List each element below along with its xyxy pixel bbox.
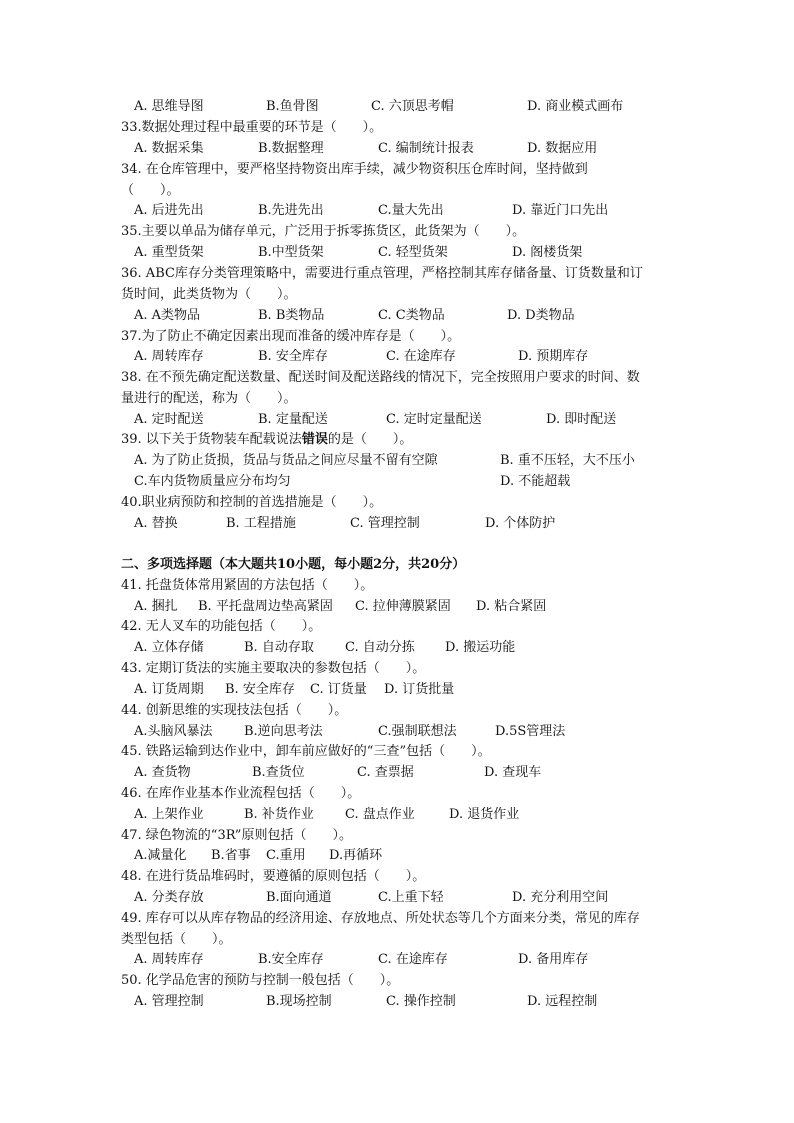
option-d: D. 不能超载 <box>500 474 571 489</box>
option-c: C. 管理控制 <box>350 516 420 531</box>
option-c: C. 六顶思考帽 <box>371 99 454 114</box>
option-a: A. 数据采集 <box>134 141 204 156</box>
option-b: B. 重不压轻，大不压小 <box>500 453 635 468</box>
option-c: C.车内货物质量应分布均匀 <box>134 474 291 489</box>
option-b: B.面向通道 <box>266 890 332 905</box>
question-40: 40.职业病预防和控制的首选措施是（ ）。 <box>121 495 383 510</box>
option-b: B. 安全库存 <box>225 682 295 697</box>
option-d: D. 退货作业 <box>449 807 520 822</box>
option-b: B.现场控制 <box>266 994 332 1009</box>
option-d: D. 个体防护 <box>485 516 556 531</box>
option-a: A. 查货物 <box>134 765 191 780</box>
section-heading: 二、多项选择题（本大题共10小题，每小题2分，共20分） <box>121 557 466 572</box>
option-d: D. 预期库存 <box>518 349 589 364</box>
question-45: 45. 铁路运输到达作业中，卸车前应做好的“三查”包括（ ）。 <box>121 744 491 759</box>
option-d: D. 粘合紧固 <box>476 599 547 614</box>
option-c: C. 订货量 <box>310 682 367 697</box>
question-44: 44. 创新思维的实现技法包括（ ）。 <box>121 703 348 718</box>
option-d: D.5S管理法 <box>495 724 566 739</box>
option-a: A. 为了防止货损，货品与货品之间应尽量不留有空隙 <box>134 453 438 468</box>
question-38: 38. 在不预先确定配送数量、配送时间及配送路线的情况下，完全按照用户要求的时间、数 <box>121 370 640 385</box>
option-b: B. 平托盘周边垫高紧固 <box>198 599 333 614</box>
option-d: D. 阁楼货架 <box>512 245 583 260</box>
option-a: A. 捆扎 <box>134 599 178 614</box>
option-c: C. 轻型货架 <box>378 245 448 260</box>
question-43: 43. 定期订货法的实施主要取决的参数包括（ ）。 <box>121 661 426 676</box>
option-a: A.头脑风暴法 <box>134 724 213 739</box>
question-39-pre: 39. 以下关于货物装车配载说法 <box>121 432 302 447</box>
option-c: C. 在途库存 <box>378 952 448 967</box>
question-46: 46. 在库作业基本作业流程包括（ ）。 <box>121 786 361 801</box>
question-50: 50. 化学品危害的预防与控制一般包括（ ）。 <box>121 973 400 988</box>
option-b: B.安全库存 <box>258 952 324 967</box>
option-c: C.量大先出 <box>378 203 444 218</box>
option-d: D. 即时配送 <box>546 412 617 427</box>
option-b: B.数据整理 <box>258 141 324 156</box>
emphasis-word: 错误 <box>301 432 328 447</box>
option-b: B. 补货作业 <box>244 807 314 822</box>
option-a: A. 周转库存 <box>134 349 204 364</box>
option-d: D. 查现车 <box>484 765 542 780</box>
question-36: 36. ABC库存分类管理策略中，需要进行重点管理，严格控制其库存储备量、订货数量和订 <box>121 266 643 281</box>
option-b: B.鱼骨图 <box>266 99 319 114</box>
question-49: 49. 库存可以从库存物品的经济用途、存放地点、所处状态等几个方面来分类，常见的库存 <box>121 911 640 926</box>
option-d: D. 充分利用空间 <box>512 890 609 905</box>
option-d: D. 搬运功能 <box>445 640 516 655</box>
question-34: 34. 在仓库管理中，要严格坚持物资出库手续，减少物资积压仓库时间，坚持做到 <box>121 162 588 177</box>
option-b: B.查货位 <box>252 765 305 780</box>
option-d: D. 商业模式画布 <box>527 99 624 114</box>
option-c: C.重用 <box>266 848 306 863</box>
option-a: A. 分类存放 <box>134 890 204 905</box>
option-c: C. 在途库存 <box>386 349 456 364</box>
option-a: A. 周转库存 <box>134 952 204 967</box>
question-39 <box>121 430 412 450</box>
question-35: 35.主要以单品为储存单元，广泛用于拆零拣货区，此货架为（ ）。 <box>121 224 526 239</box>
option-c: C. 盘点作业 <box>345 807 415 822</box>
option-b: B. 定量配送 <box>258 412 328 427</box>
question-41: 41. 托盘货体常用紧固的方法包括（ ）。 <box>121 578 374 593</box>
option-c: C. 编制统计报表 <box>378 141 474 156</box>
question-37: 37.为了防止不确定因素出现而准备的缓冲库存是（ ）。 <box>121 329 461 344</box>
option-a: A. 重型货架 <box>134 245 204 260</box>
question-38-cont: 量进行的配送，称为（ ）。 <box>121 391 297 406</box>
question-33: 33.数据处理过程中最重要的环节是（ ）。 <box>121 120 383 135</box>
option-b: B. 工程措施 <box>226 516 296 531</box>
option-b: B. 自动存取 <box>244 640 314 655</box>
option-c: C.强制联想法 <box>378 724 457 739</box>
question-49-cont: 类型包括（ ）。 <box>121 932 232 947</box>
option-c: C. 操作控制 <box>386 994 456 1009</box>
option-a: A. 立体存储 <box>134 640 204 655</box>
option-d: D. 订货批量 <box>384 682 455 697</box>
option-b: B. B类物品 <box>258 308 325 323</box>
option-d: D. 备用库存 <box>518 952 589 967</box>
option-b: B. 安全库存 <box>258 349 328 364</box>
question-48: 48. 在进行货品堆码时，要遵循的原则包括（ ）。 <box>121 869 426 884</box>
option-b: B.省事 <box>211 848 251 863</box>
question-47: 47. 绿色物流的“3R”原则包括（ ）。 <box>121 828 352 843</box>
option-d: D. D类物品 <box>507 308 575 323</box>
option-a: A. 上架作业 <box>134 807 204 822</box>
option-a: A. 思维导图 <box>134 99 204 114</box>
option-a: A. 后进先出 <box>134 203 204 218</box>
option-d: D. 靠近门口先出 <box>512 203 609 218</box>
option-c: C. 自动分拣 <box>345 640 415 655</box>
option-a: A. 订货周期 <box>134 682 204 697</box>
option-c: C. 拉伸薄膜紧固 <box>355 599 451 614</box>
option-c: C. 查票据 <box>357 765 414 780</box>
question-39-post: 的是（ ）。 <box>327 432 413 447</box>
option-d: D. 远程控制 <box>527 994 598 1009</box>
option-d: D.再循环 <box>329 848 383 863</box>
option-a: A. 替换 <box>134 516 178 531</box>
option-a: A.减量化 <box>134 848 187 863</box>
question-36-cont: 货时间，此类货物为（ ）。 <box>121 287 297 302</box>
option-c: C. C类物品 <box>378 308 445 323</box>
option-b: B.中型货架 <box>258 245 324 260</box>
option-c: C.上重下轻 <box>378 890 444 905</box>
option-a: A. 定时配送 <box>134 412 204 427</box>
question-42: 42. 无人叉车的功能包括（ ）。 <box>121 619 322 634</box>
option-c: C. 定时定量配送 <box>386 412 482 427</box>
option-d: D. 数据应用 <box>527 141 598 156</box>
option-b: B.逆向思考法 <box>244 724 323 739</box>
question-34-cont: （ ）。 <box>121 183 180 198</box>
option-a: A. A类物品 <box>134 308 201 323</box>
option-a: A. 管理控制 <box>134 994 204 1009</box>
option-b: B.先进先出 <box>258 203 324 218</box>
